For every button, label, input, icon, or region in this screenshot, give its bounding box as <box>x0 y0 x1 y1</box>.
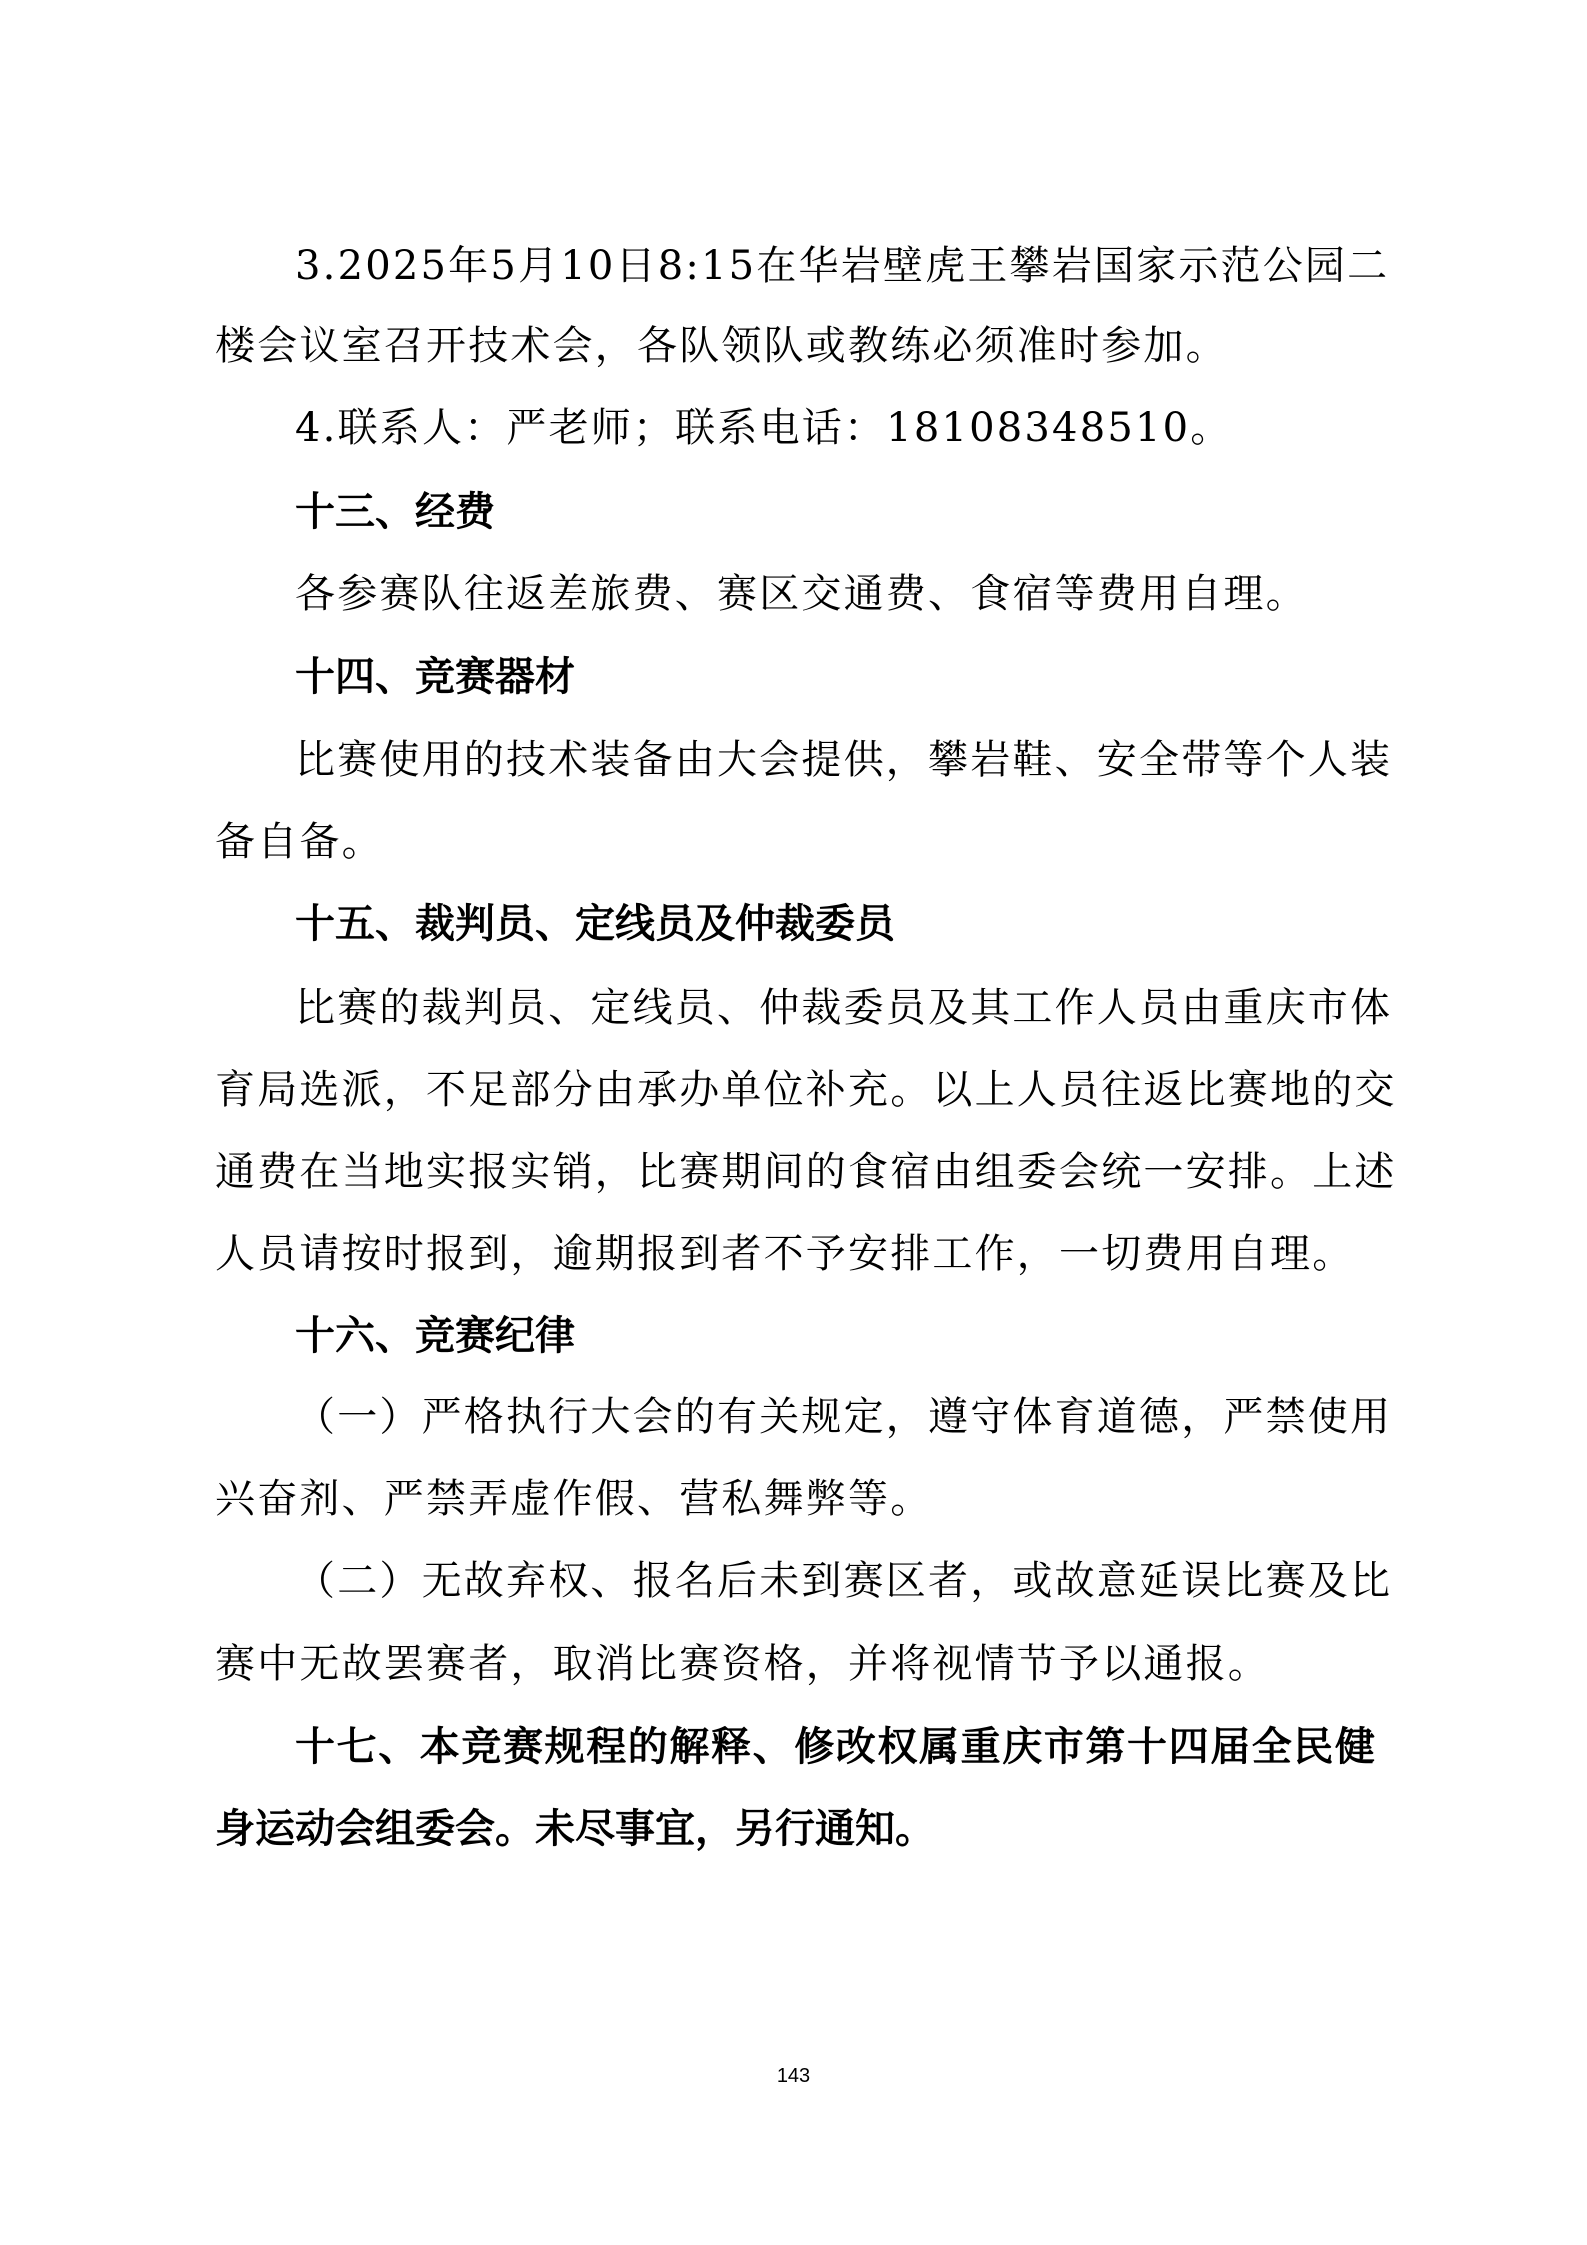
text-line: （二）无故弃权、报名后未到赛区者，或故意延误比赛及比 <box>295 1558 1393 1604</box>
text-line: 比赛的裁判员、定线员、仲裁委员及其工作人员由重庆市体 <box>295 985 1393 1031</box>
section-heading-17: 十七、本竞赛规程的解释、修改权属重庆市第十四届全民健 <box>295 1724 1375 1770</box>
section-heading-16: 十六、竞赛纪律 <box>295 1313 575 1359</box>
text-line: 3.2025年5月10日8:15在华岩壁虎王攀岩国家示范公园二 <box>295 243 1390 289</box>
section-heading-15: 十五、裁判员、定线员及仲裁委员 <box>295 901 895 947</box>
page-number: 143 <box>776 2065 811 2087</box>
text-line: 4.联系人：严老师；联系电话：18108348510。 <box>295 405 1233 451</box>
section-heading-14: 十四、竞赛器材 <box>295 654 575 700</box>
text-line: 比赛使用的技术装备由大会提供，攀岩鞋、安全带等个人装 <box>295 737 1393 783</box>
text-line: 育局选派，不足部分由承办单位补充。以上人员往返比赛地的交 <box>215 1067 1397 1113</box>
text-line: 赛中无故罢赛者，取消比赛资格，并将视情节予以通报。 <box>215 1641 1270 1687</box>
text-line: 通费在当地实报实销，比赛期间的食宿由组委会统一安排。上述 <box>215 1149 1397 1195</box>
text-line: （一）严格执行大会的有关规定，遵守体育道德，严禁使用 <box>295 1394 1393 1440</box>
section-heading-13: 十三、经费 <box>295 489 495 535</box>
text-line: 兴奋剂、严禁弄虚作假、营私舞弊等。 <box>215 1476 933 1522</box>
text-line: 人员请按时报到，逾期报到者不予安排工作，一切费用自理。 <box>215 1231 1355 1277</box>
text-line: 楼会议室召开技术会，各队领队或教练必须准时参加。 <box>215 323 1228 369</box>
section-heading-17-continued: 身运动会组委会。未尽事宜，另行通知。 <box>215 1806 935 1852</box>
text-line: 备自备。 <box>215 819 384 865</box>
text-line: 各参赛队往返差旅费、赛区交通费、食宿等费用自理。 <box>295 571 1308 617</box>
